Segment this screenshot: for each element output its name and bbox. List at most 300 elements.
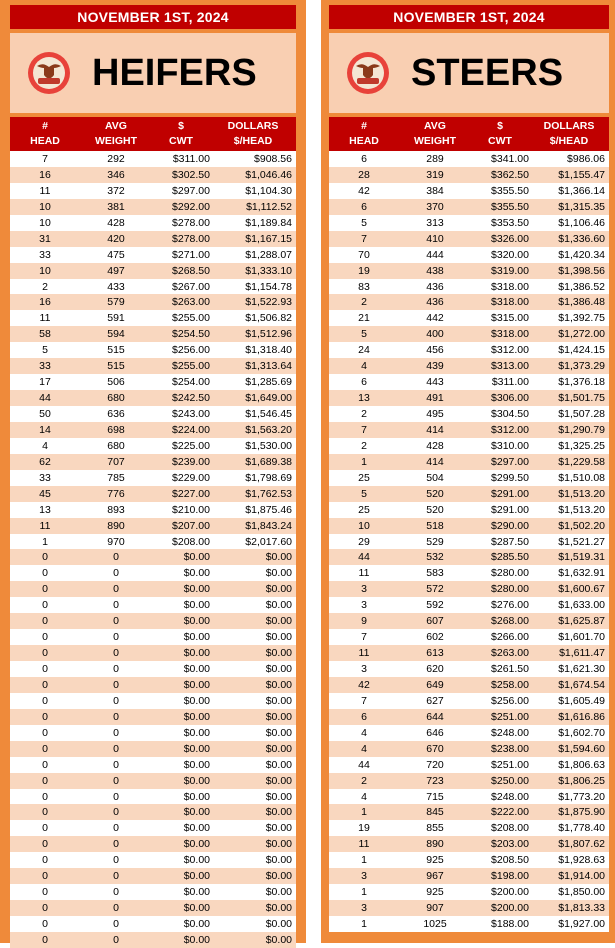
cell-dollars-per-head: $1,229.58 [558,455,605,468]
cell-head: 10 [39,264,51,277]
cell-head: 0 [42,758,48,771]
cell-cwt: $0.00 [183,726,210,739]
cell-avg-weight: 319 [426,168,444,181]
cell-avg-weight: 0 [113,694,119,707]
livestock-logo-icon [346,51,390,95]
cell-head: 33 [39,248,51,261]
table-row [329,900,609,916]
cell-head: 7 [361,694,367,707]
table-row [10,820,296,836]
cell-head: 3 [361,902,367,915]
cell-avg-weight: 346 [107,168,125,181]
cell-dollars-per-head: $1,398.56 [558,264,605,277]
cell-dollars-per-head: $1,104.30 [245,184,292,197]
cell-dollars-per-head: $1,530.00 [245,439,292,452]
cell-head: 0 [42,902,48,915]
table-row [10,629,296,645]
table-row [10,773,296,789]
cell-avg-weight: 0 [113,933,119,946]
cell-head: 42 [358,184,370,197]
cell-dollars-per-head: $0.00 [265,854,292,867]
table-row [329,645,609,661]
cell-avg-weight: 292 [107,153,125,165]
cell-cwt: $255.00 [172,360,210,373]
cell-head: 45 [39,487,51,500]
table-row [10,486,296,502]
cell-dollars-per-head: $1,798.69 [245,471,292,484]
cell-dollars-per-head: $1,546.45 [245,408,292,420]
cell-cwt: $280.00 [491,567,529,580]
table-row [329,215,609,231]
cell-cwt: $248.00 [491,726,529,739]
table-row [10,852,296,868]
table-row [10,518,296,534]
cell-dollars-per-head: $1,501.75 [558,392,605,405]
cell-cwt: $297.00 [491,455,529,468]
table-row [329,597,609,613]
cell-dollars-per-head: $0.00 [265,758,292,771]
cell-cwt: $0.00 [183,663,210,675]
cell-dollars-per-head: $0.00 [265,631,292,644]
table-row [10,900,296,916]
cell-dollars-per-head: $1,046.46 [245,168,292,181]
table-row [10,884,296,900]
table-row [10,310,296,326]
cell-head: 7 [42,153,48,165]
cell-cwt: $355.50 [491,200,529,213]
cell-dollars-per-head: $1,513.20 [558,487,605,500]
cell-cwt: $278.00 [172,232,210,245]
table-row [329,836,609,852]
cell-avg-weight: 602 [426,631,444,644]
cell-head: 0 [42,694,48,707]
cell-dollars-per-head: $1,366.14 [558,184,605,197]
cell-head: 17 [39,376,51,389]
cell-dollars-per-head: $1,806.25 [558,774,605,787]
table-row [10,661,296,677]
table-row [329,454,609,470]
table-row [329,629,609,645]
cell-cwt: $251.00 [491,758,529,771]
cell-dollars-per-head: $1,632.91 [558,567,605,580]
cell-avg-weight: 438 [426,264,444,277]
table-row [329,789,609,805]
cell-head: 16 [39,296,51,309]
cell-dollars-per-head: $0.00 [265,551,292,564]
cell-head: 70 [358,248,370,261]
table-row [329,231,609,247]
cell-cwt: $0.00 [183,838,210,851]
cell-cwt: $276.00 [491,599,529,612]
cell-avg-weight: 439 [426,360,444,373]
cell-head: 10 [358,519,370,532]
cell-avg-weight: 907 [426,902,444,915]
cell-cwt: $263.00 [491,647,529,660]
cell-head: 0 [42,615,48,628]
cell-avg-weight: 970 [107,535,125,548]
cell-dollars-per-head: $1,600.67 [558,583,605,596]
cell-cwt: $312.00 [491,423,529,436]
cell-cwt: $278.00 [172,216,210,229]
cell-cwt: $341.00 [491,153,529,165]
cell-dollars-per-head: $1,616.86 [558,710,605,723]
cell-head: 33 [39,360,51,373]
cell-cwt: $292.00 [172,200,210,213]
table-row [10,725,296,741]
panel-gap [306,0,321,943]
cell-cwt: $227.00 [172,487,210,500]
cell-avg-weight: 0 [113,758,119,771]
cell-head: 0 [42,647,48,660]
cell-avg-weight: 644 [426,710,444,723]
cell-head: 6 [361,710,367,723]
cell-cwt: $291.00 [491,503,529,516]
cell-dollars-per-head: $1,155.47 [558,168,605,181]
cell-avg-weight: 890 [107,519,125,532]
cell-avg-weight: 506 [107,376,125,389]
cell-dollars-per-head: $1,325.25 [558,439,605,452]
col-weight-line2: WEIGHT [95,135,137,147]
cell-head: 7 [361,423,367,436]
cell-head: 7 [361,232,367,245]
cell-dollars-per-head: $1,914.00 [558,870,605,883]
cell-cwt: $312.00 [491,344,529,357]
table-row [10,454,296,470]
col-weight-line1: AVG [424,120,446,132]
cell-dollars-per-head: $1,336.60 [558,232,605,245]
col-cwt-line1: $ [178,120,184,132]
cell-head: 3 [361,583,367,596]
cell-head: 11 [39,312,51,325]
cell-dollars-per-head: $1,621.30 [558,663,605,675]
cell-avg-weight: 400 [426,328,444,341]
cell-cwt: $188.00 [491,918,529,930]
cell-head: 0 [42,678,48,691]
cell-avg-weight: 620 [426,663,444,675]
table-row [10,502,296,518]
table-row [329,565,609,581]
cell-head: 44 [39,392,51,405]
table-row [329,310,609,326]
cell-dollars-per-head: $0.00 [265,742,292,755]
cell-dollars-per-head: $1,843.24 [245,519,292,532]
cell-cwt: $271.00 [172,248,210,261]
cell-avg-weight: 680 [107,392,125,405]
col-weight-line1: AVG [105,120,127,132]
table-row [10,581,296,597]
cell-dollars-per-head: $0.00 [265,790,292,803]
table-row [10,183,296,199]
cell-dollars-per-head: $1,649.00 [245,392,292,405]
cell-cwt: $0.00 [183,567,210,580]
cell-avg-weight: 0 [113,902,119,915]
cell-dollars-per-head: $1,850.00 [558,886,605,899]
cell-head: 0 [42,933,48,946]
cell-head: 0 [42,774,48,787]
col-dollars-line2: $/HEAD [233,135,273,147]
cell-dollars-per-head: $1,773.20 [558,790,605,803]
table-row [329,884,609,900]
cell-dollars-per-head: $1,318.40 [245,344,292,357]
cell-avg-weight: 495 [426,408,444,420]
table-row [10,326,296,342]
cell-head: 2 [361,774,367,787]
cell-head: 62 [39,455,51,468]
cell-cwt: $0.00 [183,678,210,691]
cell-cwt: $251.00 [491,710,529,723]
table-row [329,486,609,502]
cell-head: 16 [39,168,51,181]
cell-head: 0 [42,710,48,723]
cell-dollars-per-head: $0.00 [265,870,292,883]
cell-head: 3 [361,599,367,612]
col-head-line1: # [361,120,367,132]
steers-title-box [329,33,609,113]
cell-dollars-per-head: $0.00 [265,647,292,660]
cell-head: 44 [358,758,370,771]
cell-dollars-per-head: $0.00 [265,886,292,899]
cell-dollars-per-head: $1,521.27 [558,535,605,548]
table-row [10,215,296,231]
cell-cwt: $318.00 [491,328,529,341]
cell-avg-weight: 715 [426,790,444,803]
heifers-date: NOVEMBER 1ST, 2024 [10,5,296,29]
cell-head: 11 [39,184,51,197]
table-row [10,613,296,629]
table-row [10,231,296,247]
cell-cwt: $266.00 [491,631,529,644]
heifers-title-box [10,33,296,113]
table-row [329,677,609,693]
table-row [10,167,296,183]
cell-cwt: $302.50 [172,168,210,181]
cell-cwt: $0.00 [183,599,210,612]
cell-dollars-per-head: $1,507.28 [558,408,605,420]
cell-avg-weight: 313 [426,216,444,229]
cell-avg-weight: 890 [426,838,444,851]
cell-cwt: $254.50 [172,328,210,341]
cell-avg-weight: 420 [107,232,125,245]
cell-dollars-per-head: $1,762.53 [245,487,292,500]
cell-cwt: $315.00 [491,312,529,325]
cell-avg-weight: 670 [426,742,444,755]
cell-avg-weight: 433 [107,280,125,293]
cell-cwt: $0.00 [183,583,210,596]
cell-avg-weight: 491 [426,392,444,405]
table-row [329,773,609,789]
cell-head: 2 [361,408,367,420]
table-row [329,804,609,820]
cell-avg-weight: 583 [426,567,444,580]
cell-cwt: $0.00 [183,710,210,723]
cell-head: 11 [358,647,370,660]
table-row [329,725,609,741]
cell-avg-weight: 0 [113,822,119,835]
cell-avg-weight: 845 [426,806,444,819]
cell-cwt: $0.00 [183,631,210,644]
cell-head: 29 [358,535,370,548]
cell-avg-weight: 0 [113,615,119,628]
cell-cwt: $304.50 [491,408,529,420]
col-cwt-line2: CWT [169,135,193,147]
cell-dollars-per-head: $1,674.54 [558,678,605,691]
cell-cwt: $287.50 [491,535,529,548]
cell-head: 10 [39,216,51,229]
cell-avg-weight: 0 [113,790,119,803]
cell-cwt: $203.00 [491,838,529,851]
cell-dollars-per-head: $0.00 [265,933,292,946]
cell-avg-weight: 520 [426,487,444,500]
cell-head: 1 [361,918,367,930]
table-row [10,438,296,454]
cell-avg-weight: 475 [107,248,125,261]
table-row [329,326,609,342]
cell-cwt: $200.00 [491,902,529,915]
cell-head: 2 [42,280,48,293]
cell-cwt: $0.00 [183,758,210,771]
cell-dollars-per-head: $1,927.00 [558,918,605,930]
cell-dollars-per-head: $1,563.20 [245,423,292,436]
cell-head: 13 [39,503,51,516]
cell-head: 19 [358,264,370,277]
cell-avg-weight: 579 [107,296,125,309]
cell-dollars-per-head: $1,313.64 [245,360,292,373]
cell-dollars-per-head: $1,510.08 [558,471,605,484]
cell-avg-weight: 0 [113,838,119,851]
cell-cwt: $290.00 [491,519,529,532]
cell-head: 6 [361,153,367,165]
cell-head: 1 [361,854,367,867]
cell-head: 1 [42,535,48,548]
cell-cwt: $0.00 [183,774,210,787]
cell-avg-weight: 967 [426,870,444,883]
cell-avg-weight: 613 [426,647,444,660]
cell-head: 2 [361,439,367,452]
table-row [10,868,296,884]
table-row [329,358,609,374]
cell-cwt: $268.50 [172,264,210,277]
cell-cwt: $200.00 [491,886,529,899]
cell-dollars-per-head: $1,285.69 [245,376,292,389]
col-dollars-line1: DOLLARS [227,120,279,132]
cell-avg-weight: 0 [113,854,119,867]
cell-dollars-per-head: $1,513.20 [558,503,605,516]
table-row [10,247,296,263]
cell-head: 5 [361,216,367,229]
cell-avg-weight: 410 [426,232,444,245]
cell-dollars-per-head: $1,290.79 [558,423,605,436]
table-row [329,183,609,199]
cell-avg-weight: 723 [426,774,444,787]
cell-dollars-per-head: $1,807.62 [558,838,605,851]
cell-avg-weight: 707 [107,455,125,468]
table-row [10,294,296,310]
cell-cwt: $0.00 [183,854,210,867]
cell-dollars-per-head: $2,017.60 [245,535,292,548]
cell-dollars-per-head: $1,189.84 [245,216,292,229]
cell-cwt: $268.00 [491,615,529,628]
cell-avg-weight: 436 [426,280,444,293]
cell-head: 10 [39,200,51,213]
cell-avg-weight: 698 [107,423,125,436]
cell-cwt: $248.00 [491,790,529,803]
cell-dollars-per-head: $1,778.40 [558,822,605,835]
table-row [329,342,609,358]
table-row [329,151,609,167]
cell-cwt: $0.00 [183,806,210,819]
cell-dollars-per-head: $1,315.35 [558,200,605,213]
cell-avg-weight: 436 [426,296,444,309]
cell-cwt: $242.50 [172,392,210,405]
heifers-column-header [10,117,296,151]
table-row [329,581,609,597]
heifers-panel [0,0,306,946]
cell-head: 3 [361,663,367,675]
cell-avg-weight: 0 [113,886,119,899]
cell-head: 33 [39,471,51,484]
table-row [10,534,296,550]
cell-dollars-per-head: $0.00 [265,822,292,835]
cell-cwt: $0.00 [183,790,210,803]
cell-avg-weight: 0 [113,631,119,644]
cell-cwt: $258.00 [491,678,529,691]
cell-head: 9 [361,615,367,628]
cell-dollars-per-head: $1,522.93 [245,296,292,309]
cell-cwt: $255.00 [172,312,210,325]
cell-dollars-per-head: $1,112.52 [246,200,292,213]
cell-dollars-per-head: $0.00 [265,599,292,612]
cell-head: 0 [42,599,48,612]
table-row [329,470,609,486]
cell-head: 0 [42,854,48,867]
cell-head: 0 [42,742,48,755]
cell-dollars-per-head: $1,928.63 [558,854,605,867]
table-row [10,916,296,932]
table-row [10,342,296,358]
cell-dollars-per-head: $1,594.60 [558,742,605,755]
cell-dollars-per-head: $1,502.20 [558,519,605,532]
cell-dollars-per-head: $0.00 [265,678,292,691]
cell-cwt: $320.00 [491,248,529,261]
cell-avg-weight: 0 [113,806,119,819]
table-row [329,916,609,932]
table-row [329,502,609,518]
cell-dollars-per-head: $0.00 [265,902,292,915]
heifers-title: HEIFERS [92,52,257,94]
cell-avg-weight: 0 [113,710,119,723]
cell-head: 4 [361,790,367,803]
table-row [329,534,609,550]
table-row [329,294,609,310]
cell-cwt: $222.00 [491,806,529,819]
cell-avg-weight: 515 [107,360,125,373]
cell-cwt: $280.00 [491,583,529,596]
cell-avg-weight: 680 [107,439,125,452]
table-row [10,374,296,390]
steers-table [329,151,609,932]
cell-head: 4 [361,726,367,739]
cell-head: 0 [42,886,48,899]
cell-dollars-per-head: $1,376.18 [558,376,605,389]
table-row [10,757,296,773]
cell-dollars-per-head: $1,386.48 [558,296,605,309]
cell-head: 50 [39,408,51,420]
cell-cwt: $310.00 [491,439,529,452]
table-row [329,693,609,709]
col-head-line2: HEAD [30,135,60,147]
cell-cwt: $326.00 [491,232,529,245]
cell-avg-weight: 0 [113,599,119,612]
